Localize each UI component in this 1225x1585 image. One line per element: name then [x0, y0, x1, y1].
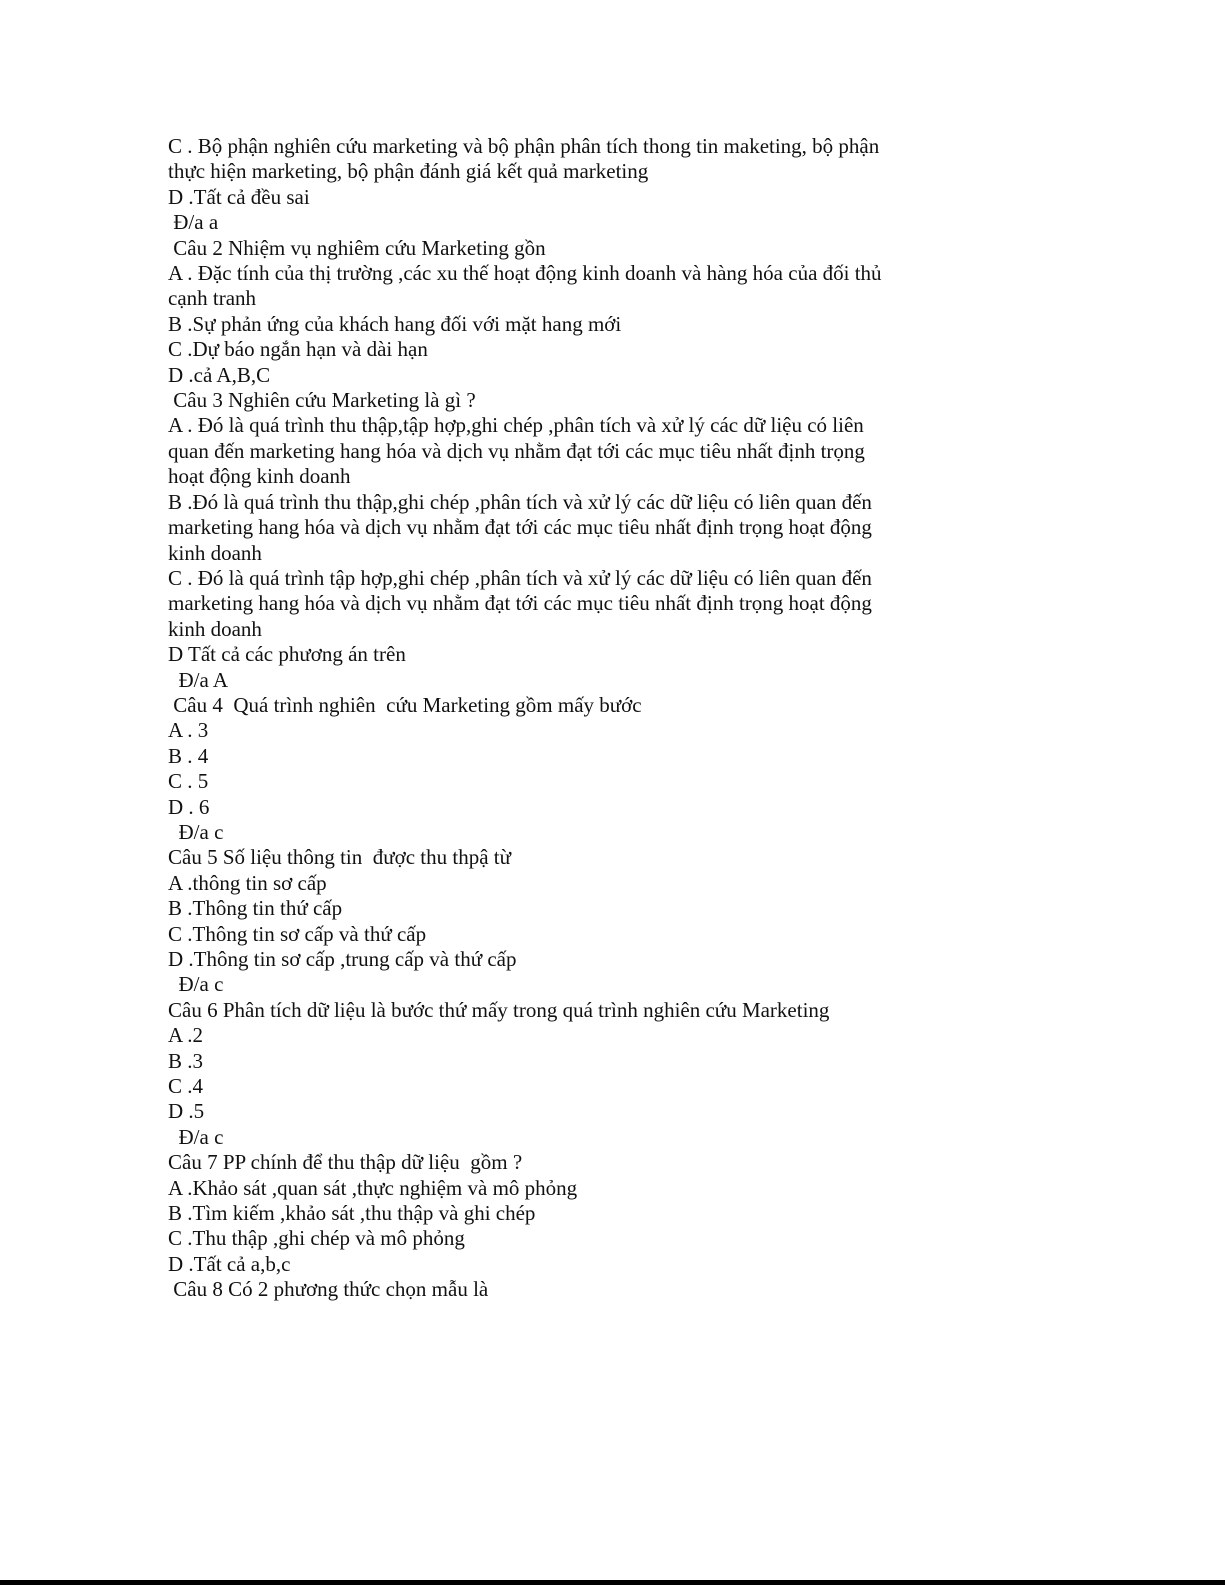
text-line: C .4 — [168, 1074, 204, 1099]
text-line: marketing hang hóa và dịch vụ nhằm đạt tới các mục tiêu nhất định trọng hoạt động — [168, 591, 872, 616]
question-title: Câu 4 Quá trình nghiên cứu Marketing gồm mấy bước — [168, 692, 642, 717]
text-line: B .Sự phản ứng của khách hang đối với mặt hang mới — [168, 311, 622, 336]
text-line: C . 5 — [168, 769, 209, 794]
question-title: Câu 2 Nhiệm vụ nghiêm cứu Marketing gồn — [168, 235, 546, 260]
text-line: B . 4 — [168, 743, 209, 768]
text-line: cạnh tranh — [168, 286, 257, 311]
text-line: B .Tìm kiếm ,khảo sát ,thu thập và ghi chép — [168, 1201, 536, 1226]
question-title: Câu 6 Phân tích dữ liệu là bước thứ mấy trong quá trình nghiên cứu Marketing — [168, 997, 830, 1022]
answer-line: Đ/a c — [168, 972, 224, 997]
answer-line: Đ/a c — [168, 1124, 224, 1149]
text-line: D .Tất cả a,b,c — [168, 1251, 291, 1276]
text-line: B .Thông tin thứ cấp — [168, 896, 343, 921]
text-line: A .thông tin sơ cấp — [168, 870, 327, 895]
answer-line: Đ/a c — [168, 819, 224, 844]
text-line: D .cả A,B,C — [168, 362, 271, 387]
text-line: A . 3 — [168, 718, 209, 743]
text-line: C . Đó là quá trình tập hợp,ghi chép ,phân tích và xử lý các dữ liệu có liên quan đến — [168, 565, 872, 590]
text-line: C .Thu thập ,ghi chép và mô phỏng — [168, 1226, 465, 1251]
question-title: Câu 7 PP chính để thu thập dữ liệu gồm ? — [168, 1150, 523, 1175]
question-title: Câu 8 Có 2 phương thức chọn mẫu là — [168, 1277, 489, 1302]
answer-line: Đ/a a — [168, 210, 219, 235]
text-line: marketing hang hóa và dịch vụ nhằm đạt tới các mục tiêu nhất định trọng hoạt động — [168, 515, 872, 540]
text-line: thực hiện marketing, bộ phận đánh giá kết quả marketing — [168, 159, 649, 184]
question-title: Câu 5 Số liệu thông tin được thu thpậ từ — [168, 845, 512, 870]
text-line: D Tất cả các phương án trên — [168, 642, 406, 667]
text-line: B .Đó là quá trình thu thập,ghi chép ,phân tích và xử lý các dữ liệu có liên quan đến — [168, 489, 872, 514]
text-line: C . Bộ phận nghiên cứu marketing và bộ phận phân tích thong tin maketing, bộ phận — [168, 134, 880, 158]
text-line: A .2 — [168, 1023, 204, 1048]
text-line: A . Đặc tính của thị trường ,các xu thế hoạt động kinh doanh và hàng hóa của đối thủ — [168, 261, 882, 286]
document-body — [168, 134, 968, 1303]
text-line: kinh doanh — [168, 616, 262, 641]
text-line: C .Dự báo ngắn hạn và dài hạn — [168, 337, 428, 362]
text-line: D .Tất cả đều sai — [168, 184, 310, 209]
answer-line: Đ/a A — [168, 667, 229, 692]
text-line: quan đến marketing hang hóa và dịch vụ nhằm đạt tới các mục tiêu nhất định trọng — [168, 438, 865, 463]
text-line: D .Thông tin sơ cấp ,trung cấp và thứ cấp — [168, 947, 517, 971]
text-line: D . 6 — [168, 794, 210, 819]
text-line: hoạt động kinh doanh — [168, 464, 351, 489]
text-line: C .Thông tin sơ cấp và thứ cấp — [168, 921, 427, 946]
question-title: Câu 3 Nghiên cứu Marketing là gì ? — [168, 388, 476, 413]
text-line: D .5 — [168, 1099, 205, 1124]
page-bottom-border — [0, 1580, 1225, 1585]
text-line: A .Khảo sát ,quan sát ,thực nghiệm và mô phỏng — [168, 1175, 578, 1200]
text-line: kinh doanh — [168, 540, 262, 565]
text-line: B .3 — [168, 1048, 204, 1073]
text-line: A . Đó là quá trình thu thập,tập hợp,ghi chép ,phân tích và xử lý các dữ liệu có liên — [168, 413, 864, 438]
